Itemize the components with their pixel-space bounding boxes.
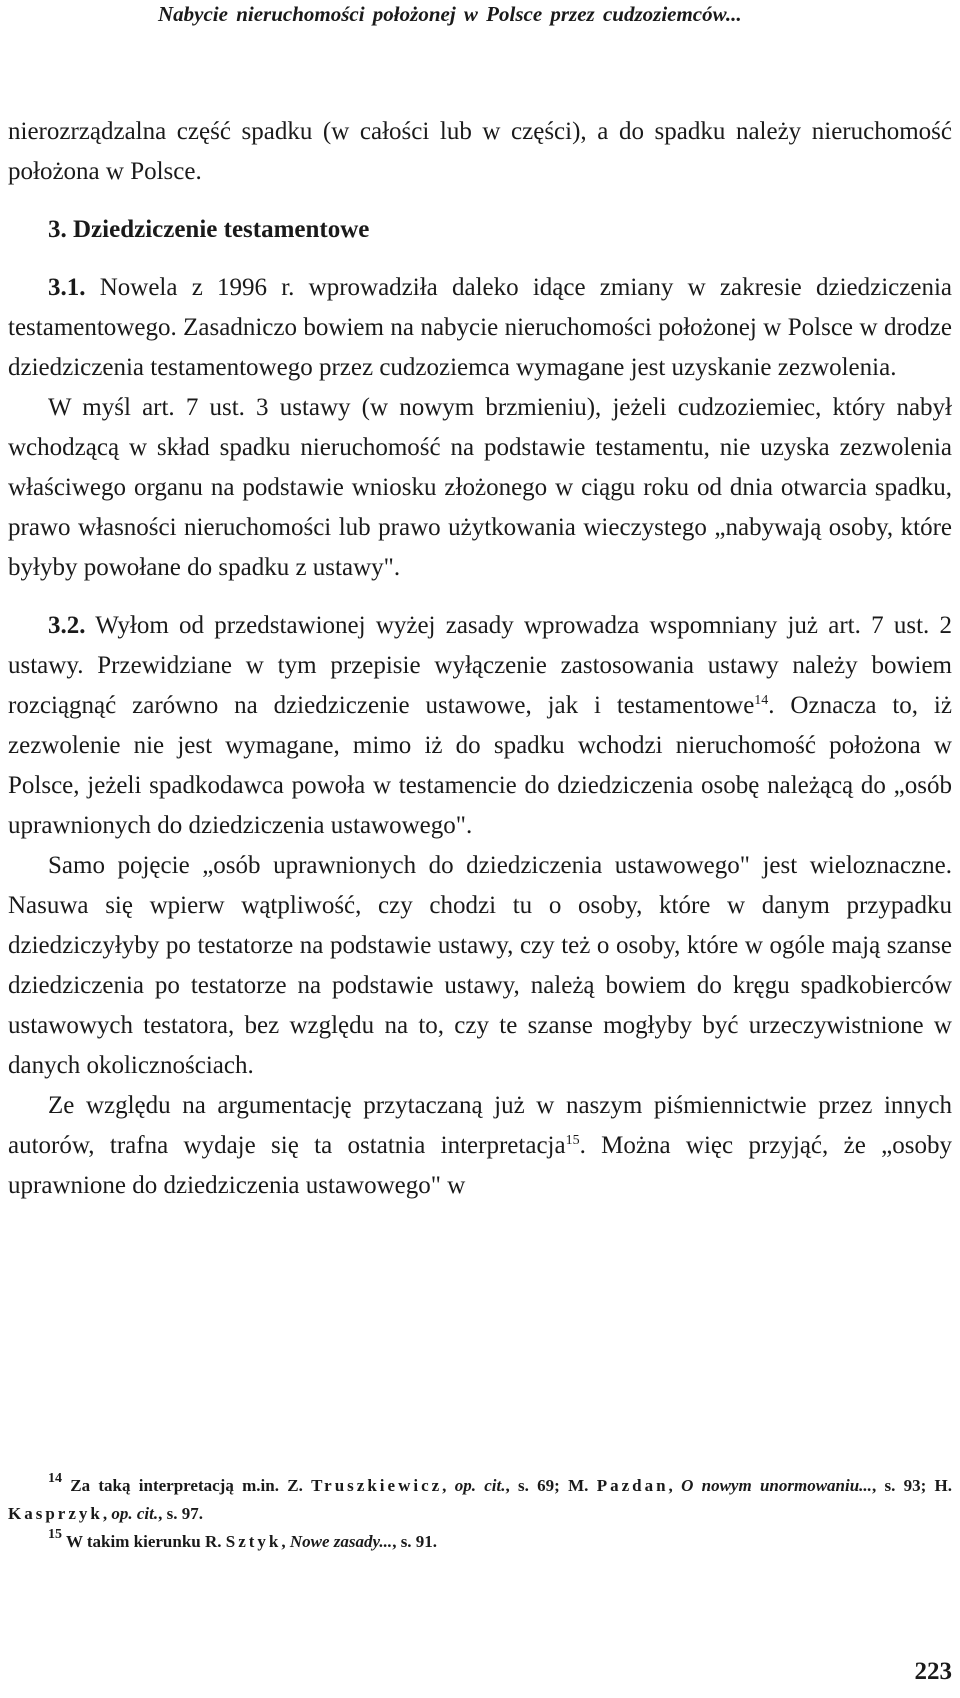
author-name: Pazdan xyxy=(596,1476,669,1495)
running-header: Nabycie nieruchomości położonej w Polsce przez cudzoziemców... xyxy=(158,2,742,26)
page-number: 223 xyxy=(914,1658,952,1685)
footnote-text: , s. 91. xyxy=(392,1532,438,1551)
footnote-15 xyxy=(8,1528,952,1556)
footnote-text: , xyxy=(281,1532,290,1551)
main-text xyxy=(8,112,952,1206)
paragraph-ambiguity: Samo pojęcie „osób uprawnionych do dziedziczenia ustawowego" jest wieloznaczne. Nasuwa się wpierw wątpliwość, czy chodzi tu o osoby, które w danym przypadku dziedziczyłyby po testatorze na podstawie ustawy, czy też o osoby, które w ogóle mają szanse dziedziczenia po testatorze na podstawie ustawy, należą bowiem do kręgu spadkobierców ustawowych testatora, bez względu na to, czy te szanse mogłyby być urzeczywistnione w danych okolicznościach. xyxy=(8,852,952,1079)
citation-title: Nowe zasady... xyxy=(289,1532,393,1551)
footnotes xyxy=(8,1472,952,1556)
paragraph-3-1 xyxy=(8,268,952,388)
paragraph-text: Nowela z 1996 r. wprowadziła daleko idące zmiany w zakresie dziedziczenia testamentowego. Zasadniczo bowiem na nabycie nieruchomości położonej w Polsce w drodze dziedziczenia testamentowego przez cudzoziemca wymagane jest uzyskanie zezwolenia. xyxy=(8,274,952,381)
paragraph-1: nierozrządzalna część spadku (w całości lub w części), a do spadku należy nieruchomość położona w Polsce. xyxy=(8,118,952,185)
paragraph-text: . Oznacza to, iż zezwolenie nie jest wymagane, mimo iż do spadku wchodzi nieruchomość położona w Polsce, jeżeli spadkodawca powoła w testamencie do dziedziczenia osobę należącą do „osób uprawnionych do dziedziczenia ustawowego". xyxy=(8,692,952,839)
citation-opcit: op. cit. xyxy=(111,1504,159,1523)
paragraph-number: 3.2. xyxy=(48,612,86,639)
paragraph-interpretation xyxy=(8,1086,952,1206)
footnote-text: , xyxy=(442,1476,455,1495)
paragraph-text: Ze względu na argumentację przytaczaną już w naszym piśmiennictwie przez innych autorów, trafna wydaje się ta ostatnia interpretacja xyxy=(8,1092,952,1159)
footnote-text: W takim kierunku R. xyxy=(62,1532,226,1551)
citation-opcit: op. cit. xyxy=(454,1476,506,1495)
footnote-ref-14[interactable]: 14 xyxy=(754,693,769,708)
section-heading: 3. Dziedziczenie testamentowe xyxy=(48,216,370,243)
author-name: Sztyk xyxy=(225,1532,282,1551)
footnote-mark: 15 xyxy=(48,1527,62,1542)
spacer xyxy=(8,588,952,606)
footnote-text: , s. 69; M. xyxy=(505,1476,597,1495)
paragraph-art7-ust3: W myśl art. 7 ust. 3 ustawy (w nowym brzmieniu), jeżeli cudzoziemiec, który nabył wchodzącą w skład spadku nieruchomość na podstawie testamentu, nie uzyska zezwolenia właściwego organu na podstawie wniosku złożonego w ciągu roku od dnia otwarcia spadku, prawo własności nieruchomości lub prawo użytkowania wieczystego „nabywają osoby, które byłyby powołane do spadku z ustawy". xyxy=(8,394,952,581)
footnote-ref-15[interactable]: 15 xyxy=(565,1133,580,1148)
footnote-text: , xyxy=(668,1476,682,1495)
footnote-text: , s. 93; H. xyxy=(871,1476,953,1495)
footnote-14 xyxy=(8,1472,952,1528)
footnote-text: , xyxy=(102,1504,112,1523)
footnote-text: Za taką interpretacją m.in. Z. xyxy=(62,1476,312,1495)
paragraph-3-2 xyxy=(8,606,952,846)
paragraph-number: 3.1. xyxy=(48,274,86,301)
spacer xyxy=(8,250,952,268)
author-name: Kasprzyk xyxy=(8,1504,103,1523)
paragraph-text: Wyłom od przedstawionej wyżej zasady wprowadza wspomniany już art. 7 ust. 2 ustawy. Przewidziane w tym przepisie wyłączenie zastosowania ustawy należy bowiem rozciągnąć zarówno na dziedziczenie ustawowe, jak i testamentowe xyxy=(8,612,952,719)
paragraph-text: . Można więc przyjąć, że „osoby uprawnione do dziedziczenia ustawowego" w xyxy=(8,1132,952,1199)
footnote-text: , s. 97. xyxy=(158,1504,203,1523)
author-name: Truszkiewicz xyxy=(311,1476,443,1495)
spacer xyxy=(8,192,952,210)
footnote-mark: 14 xyxy=(48,1471,62,1486)
citation-title: O nowym unormowaniu... xyxy=(681,1476,872,1495)
